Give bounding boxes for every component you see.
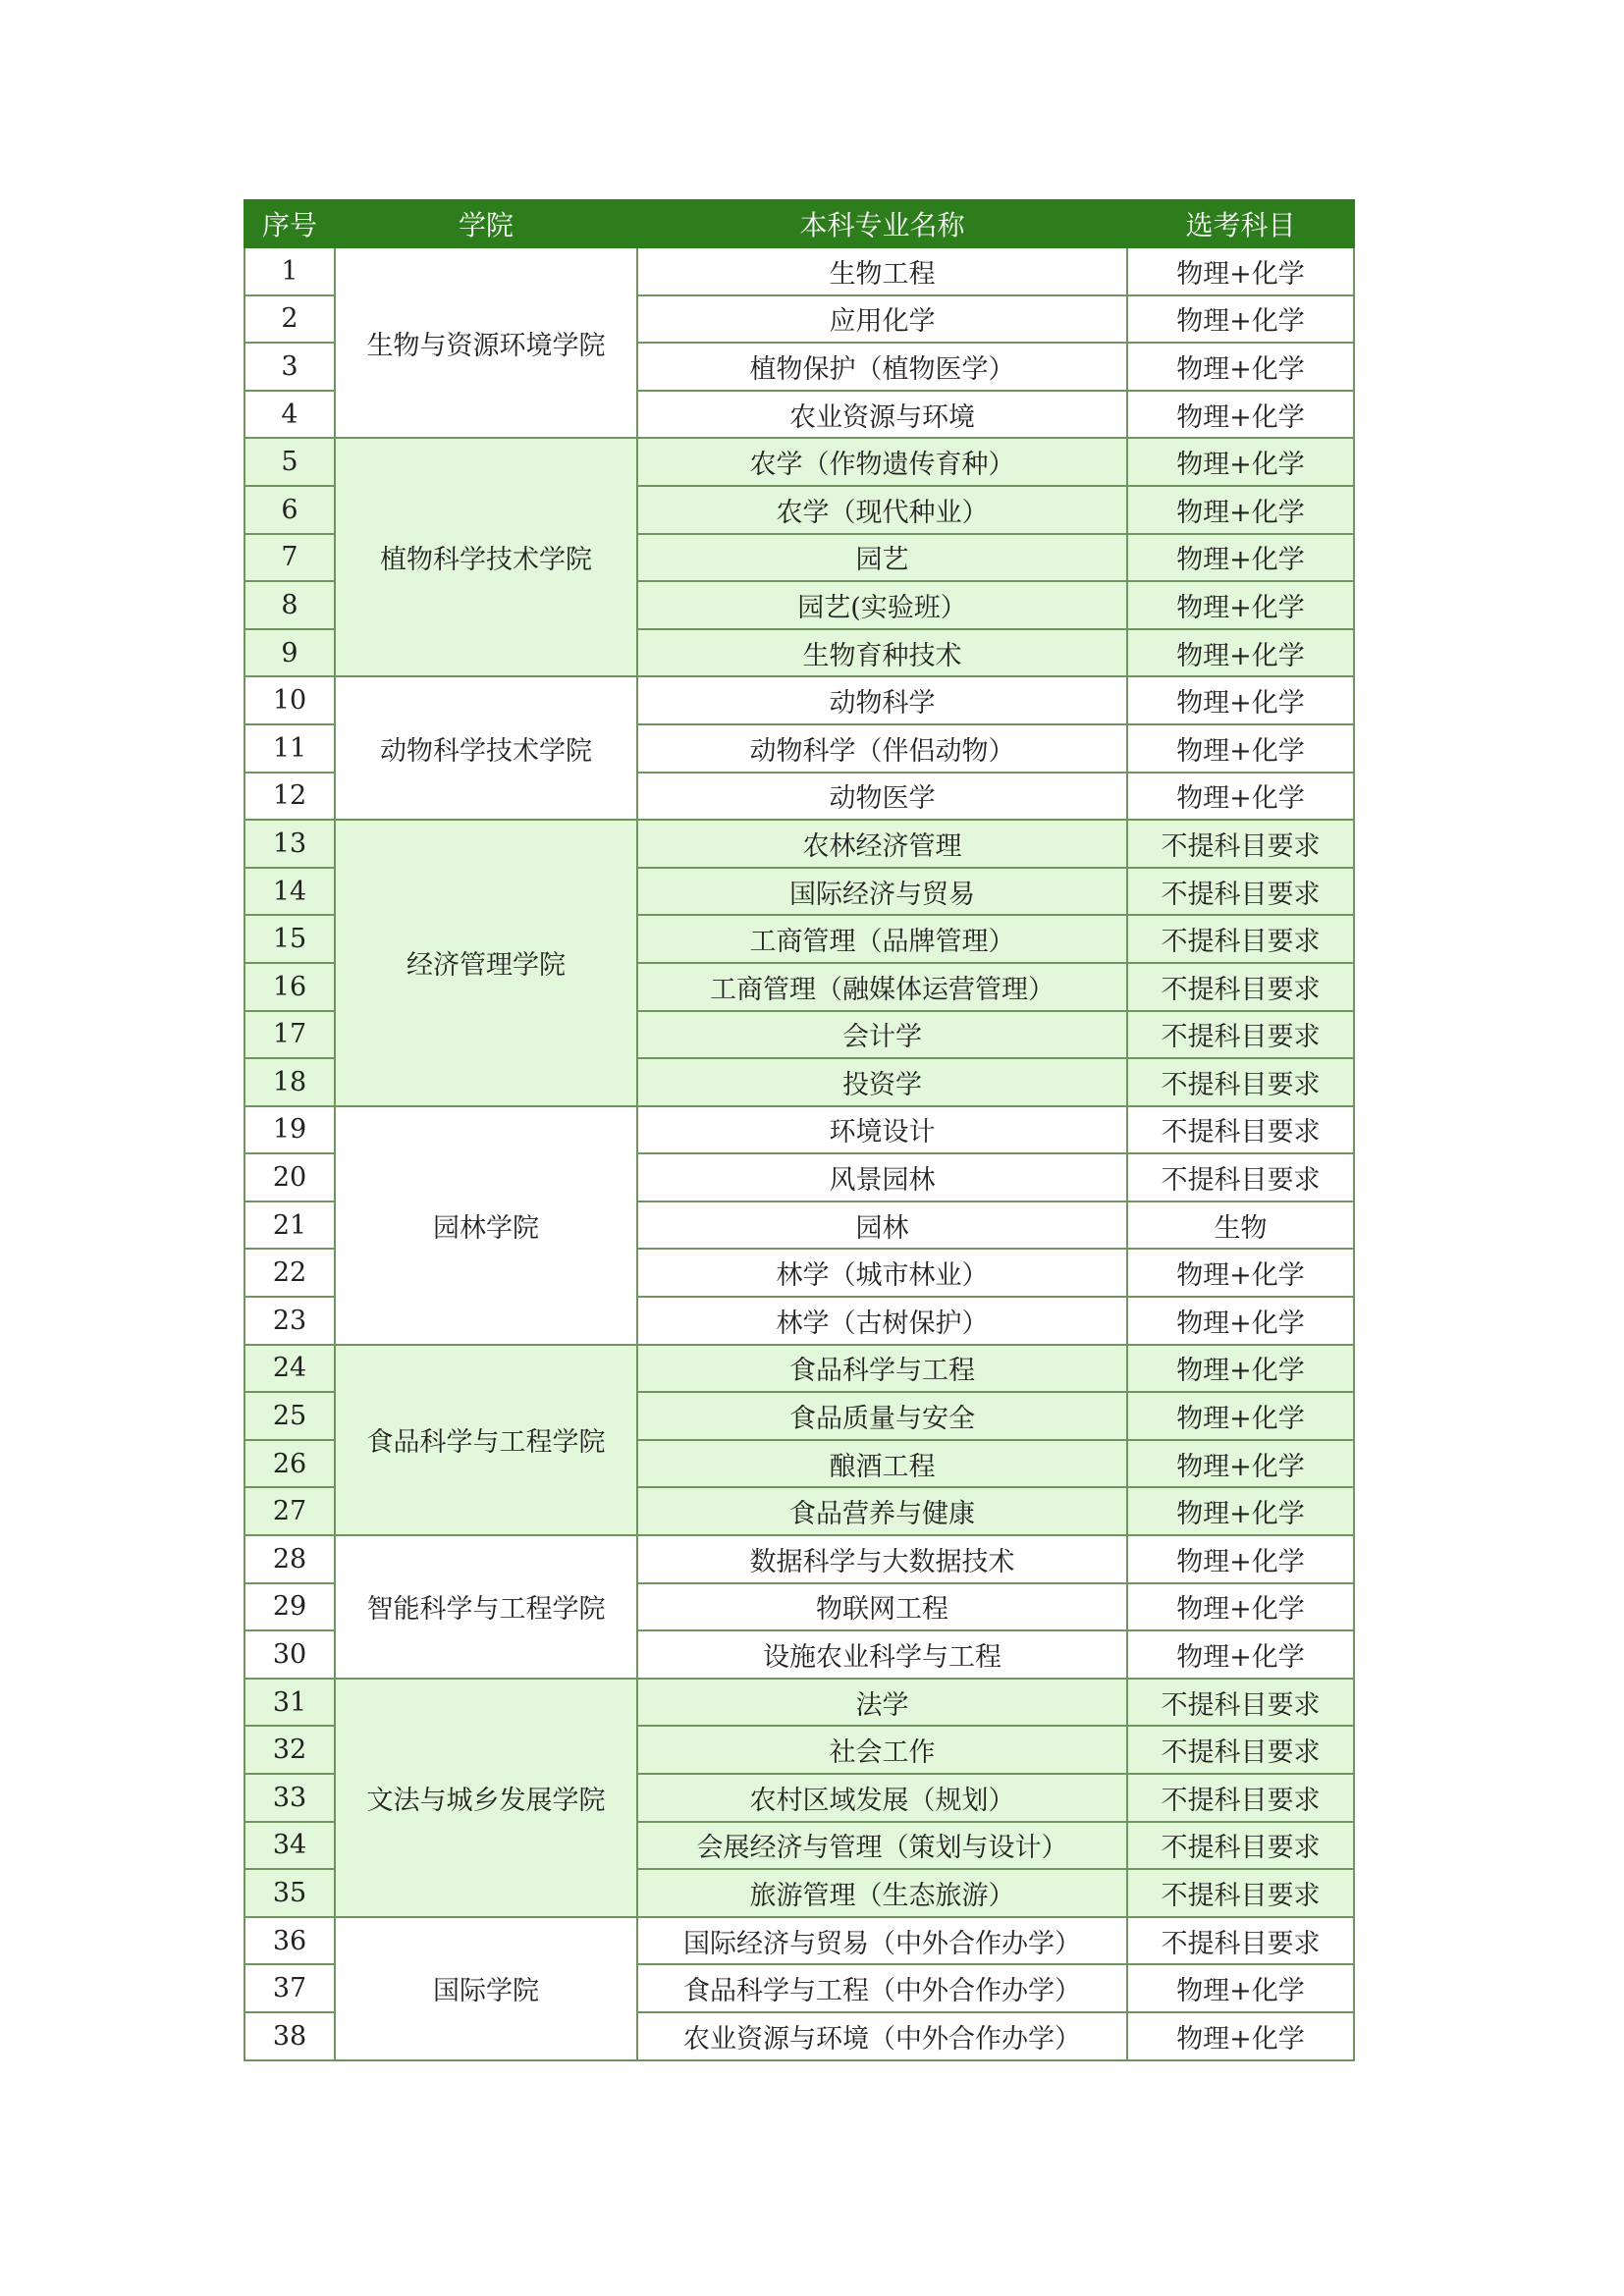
row-number: 24 (244, 1345, 335, 1393)
row-number: 30 (244, 1630, 335, 1679)
header-college: 学院 (335, 200, 637, 247)
major-name: 国际经济与贸易（中外合作办学） (637, 1917, 1127, 1965)
major-name: 农业资源与环境 (637, 391, 1127, 439)
major-name: 林学（城市林业） (637, 1249, 1127, 1297)
required-subjects: 物理+化学 (1127, 438, 1354, 486)
required-subjects: 不提科目要求 (1127, 1679, 1354, 1727)
row-number: 9 (244, 629, 335, 677)
college-name: 动物科学技术学院 (335, 676, 637, 820)
row-number: 38 (244, 2012, 335, 2060)
major-name: 园艺 (637, 534, 1127, 582)
major-name: 会展经济与管理（策划与设计） (637, 1822, 1127, 1870)
major-name: 植物保护（植物医学） (637, 343, 1127, 391)
major-name: 社会工作 (637, 1726, 1127, 1774)
major-name: 会计学 (637, 1011, 1127, 1059)
major-name: 动物医学 (637, 773, 1127, 821)
row-number: 5 (244, 438, 335, 486)
major-name: 应用化学 (637, 295, 1127, 344)
major-name: 酿酒工程 (637, 1440, 1127, 1488)
row-number: 29 (244, 1583, 335, 1631)
college-name: 经济管理学院 (335, 820, 637, 1106)
row-number: 17 (244, 1011, 335, 1059)
required-subjects: 物理+化学 (1127, 2012, 1354, 2060)
required-subjects: 物理+化学 (1127, 1583, 1354, 1631)
row-number: 13 (244, 820, 335, 868)
major-name: 食品科学与工程 (637, 1345, 1127, 1393)
major-name: 生物工程 (637, 247, 1127, 295)
row-number: 1 (244, 247, 335, 295)
college-name: 智能科学与工程学院 (335, 1535, 637, 1679)
required-subjects: 不提科目要求 (1127, 1822, 1354, 1870)
required-subjects: 不提科目要求 (1127, 1726, 1354, 1774)
table-row (244, 247, 1354, 295)
required-subjects: 不提科目要求 (1127, 868, 1354, 916)
major-name: 农学（作物遗传育种） (637, 438, 1127, 486)
required-subjects: 物理+化学 (1127, 676, 1354, 724)
required-subjects: 物理+化学 (1127, 534, 1354, 582)
major-name: 物联网工程 (637, 1583, 1127, 1631)
row-number: 11 (244, 724, 335, 773)
row-number: 28 (244, 1535, 335, 1583)
required-subjects: 物理+化学 (1127, 1297, 1354, 1345)
row-number: 22 (244, 1249, 335, 1297)
major-name: 生物育种技术 (637, 629, 1127, 677)
major-name: 工商管理（融媒体运营管理） (637, 963, 1127, 1011)
major-name: 食品科学与工程（中外合作办学） (637, 1964, 1127, 2012)
college-name: 食品科学与工程学院 (335, 1345, 637, 1535)
required-subjects: 物理+化学 (1127, 1487, 1354, 1535)
row-number: 3 (244, 343, 335, 391)
major-name: 法学 (637, 1679, 1127, 1727)
row-number: 6 (244, 486, 335, 534)
major-name: 国际经济与贸易 (637, 868, 1127, 916)
row-number: 33 (244, 1774, 335, 1822)
row-number: 25 (244, 1392, 335, 1440)
major-name: 农村区域发展（规划） (637, 1774, 1127, 1822)
required-subjects: 物理+化学 (1127, 581, 1354, 629)
row-number: 37 (244, 1964, 335, 2012)
row-number: 36 (244, 1917, 335, 1965)
row-number: 12 (244, 773, 335, 821)
row-number: 26 (244, 1440, 335, 1488)
required-subjects: 物理+化学 (1127, 1345, 1354, 1393)
required-subjects: 不提科目要求 (1127, 963, 1354, 1011)
row-number: 32 (244, 1726, 335, 1774)
required-subjects: 物理+化学 (1127, 295, 1354, 344)
table-row (244, 1535, 1354, 1583)
required-subjects: 不提科目要求 (1127, 820, 1354, 868)
required-subjects: 不提科目要求 (1127, 1011, 1354, 1059)
required-subjects: 物理+化学 (1127, 247, 1354, 295)
required-subjects: 物理+化学 (1127, 391, 1354, 439)
table-row (244, 676, 1354, 724)
row-number: 10 (244, 676, 335, 724)
required-subjects: 物理+化学 (1127, 773, 1354, 821)
table-body (244, 247, 1354, 2060)
required-subjects: 物理+化学 (1127, 1964, 1354, 2012)
major-name: 食品营养与健康 (637, 1487, 1127, 1535)
row-number: 20 (244, 1153, 335, 1201)
table-row (244, 1106, 1354, 1154)
major-name: 动物科学（伴侣动物） (637, 724, 1127, 773)
major-name: 数据科学与大数据技术 (637, 1535, 1127, 1583)
college-name: 文法与城乡发展学院 (335, 1679, 637, 1917)
required-subjects: 物理+化学 (1127, 343, 1354, 391)
required-subjects: 物理+化学 (1127, 1440, 1354, 1488)
row-number: 18 (244, 1058, 335, 1106)
college-name: 植物科学技术学院 (335, 438, 637, 676)
table-row (244, 1345, 1354, 1393)
required-subjects: 不提科目要求 (1127, 1106, 1354, 1154)
row-number: 2 (244, 295, 335, 344)
major-name: 农业资源与环境（中外合作办学） (637, 2012, 1127, 2060)
required-subjects: 物理+化学 (1127, 1535, 1354, 1583)
row-number: 16 (244, 963, 335, 1011)
required-subjects: 物理+化学 (1127, 486, 1354, 534)
major-name: 环境设计 (637, 1106, 1127, 1154)
row-number: 35 (244, 1869, 335, 1917)
required-subjects: 物理+化学 (1127, 1392, 1354, 1440)
major-name: 农学（现代种业） (637, 486, 1127, 534)
row-number: 14 (244, 868, 335, 916)
major-name: 风景园林 (637, 1153, 1127, 1201)
major-name: 园艺(实验班） (637, 581, 1127, 629)
row-number: 7 (244, 534, 335, 582)
row-number: 31 (244, 1679, 335, 1727)
major-name: 投资学 (637, 1058, 1127, 1106)
required-subjects: 不提科目要求 (1127, 915, 1354, 963)
major-name: 设施农业科学与工程 (637, 1630, 1127, 1679)
required-subjects: 物理+化学 (1127, 1249, 1354, 1297)
major-name: 旅游管理（生态旅游） (637, 1869, 1127, 1917)
required-subjects: 不提科目要求 (1127, 1917, 1354, 1965)
college-name: 生物与资源环境学院 (335, 247, 637, 438)
required-subjects: 不提科目要求 (1127, 1058, 1354, 1106)
row-number: 8 (244, 581, 335, 629)
required-subjects: 不提科目要求 (1127, 1774, 1354, 1822)
major-name: 动物科学 (637, 676, 1127, 724)
required-subjects: 不提科目要求 (1127, 1869, 1354, 1917)
college-name: 园林学院 (335, 1106, 637, 1345)
major-name: 林学（古树保护） (637, 1297, 1127, 1345)
row-number: 4 (244, 391, 335, 439)
row-number: 19 (244, 1106, 335, 1154)
row-number: 23 (244, 1297, 335, 1345)
row-number: 34 (244, 1822, 335, 1870)
required-subjects: 不提科目要求 (1127, 1153, 1354, 1201)
header-major: 本科专业名称 (637, 200, 1127, 247)
major-name: 食品质量与安全 (637, 1392, 1127, 1440)
header-no: 序号 (244, 200, 335, 247)
required-subjects: 物理+化学 (1127, 724, 1354, 773)
required-subjects: 物理+化学 (1127, 629, 1354, 677)
major-name: 农林经济管理 (637, 820, 1127, 868)
row-number: 15 (244, 915, 335, 963)
table-row (244, 1917, 1354, 1965)
table-row (244, 1679, 1354, 1727)
required-subjects: 物理+化学 (1127, 1630, 1354, 1679)
required-subjects: 生物 (1127, 1201, 1354, 1250)
table-header-row (244, 200, 1354, 247)
row-number: 21 (244, 1201, 335, 1250)
college-name: 国际学院 (335, 1917, 637, 2060)
header-subject: 选考科目 (1127, 200, 1354, 247)
table-row (244, 820, 1354, 868)
majors-table (244, 199, 1355, 2061)
row-number: 27 (244, 1487, 335, 1535)
major-name: 工商管理（品牌管理） (637, 915, 1127, 963)
major-name: 园林 (637, 1201, 1127, 1250)
table-row (244, 438, 1354, 486)
